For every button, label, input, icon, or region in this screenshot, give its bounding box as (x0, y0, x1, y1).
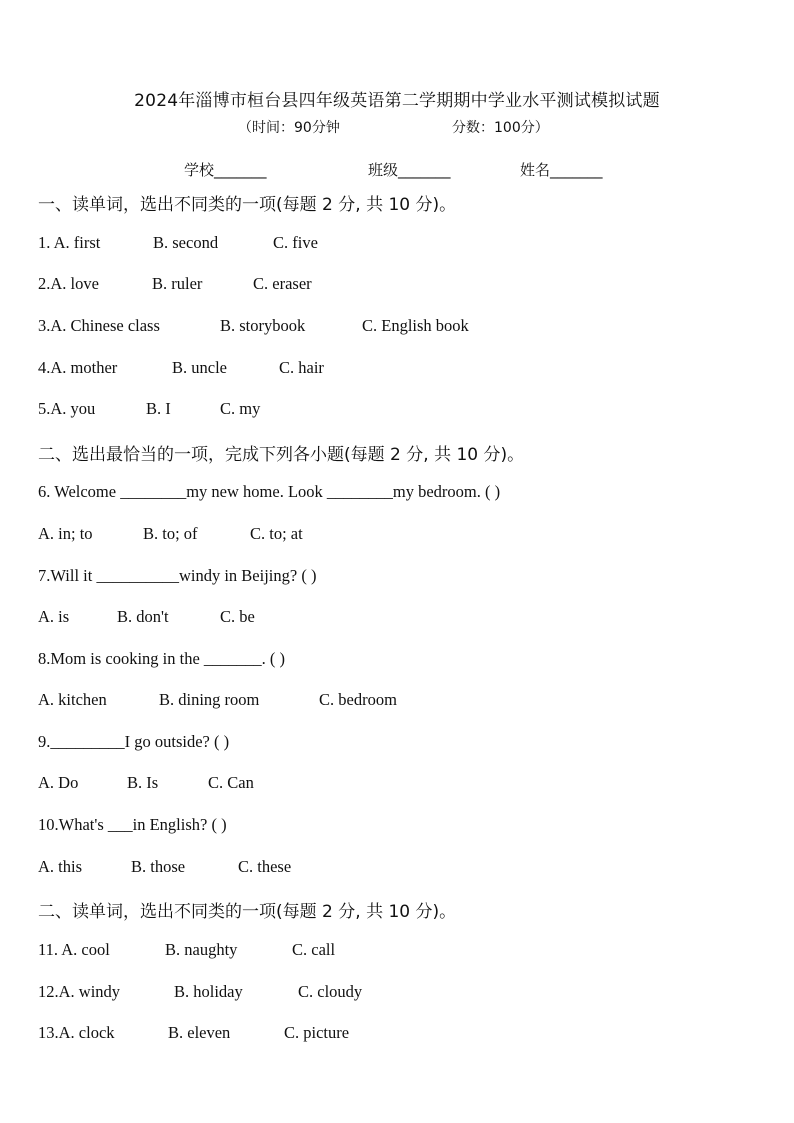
option-c: C. my (220, 399, 261, 418)
option-b: B. dining room (159, 690, 260, 709)
option-c: C. cloudy (298, 982, 363, 1001)
option-c: C. these (238, 857, 292, 876)
option-b: B. uncle (172, 358, 227, 377)
option-c: C. call (292, 940, 336, 959)
option-c: C. bedroom (319, 690, 397, 709)
page-title: 2024年淄博市桓台县四年级英语第二学期期中学业水平测试模拟试题 (134, 91, 660, 111)
exam-time: （时间：90分钟 (238, 120, 340, 136)
class-field: 班级_______ (368, 161, 451, 179)
question-7-stem: 7.Will it __________windy in Beijing? ( ) (38, 566, 317, 585)
option-a: 2.A. love (38, 274, 99, 293)
option-b: B. second (153, 233, 219, 252)
section-heading-2: 二、选出最恰当的一项，完成下列各小题(每题 2 分, 共 10 分)。 (38, 445, 525, 465)
option-a: A. is (38, 607, 70, 626)
option-a: 11. A. cool (38, 940, 110, 959)
option-b: B. storybook (220, 316, 306, 335)
option-a: 5.A. you (38, 399, 96, 418)
section-heading-3: 二、读单词，选出不同类的一项(每题 2 分, 共 10 分)。 (38, 902, 457, 922)
school-field: 学校_______ (184, 161, 267, 179)
option-a: 13.A. clock (38, 1023, 115, 1042)
exam-score: 分数：100分） (452, 120, 549, 136)
question-6-stem: 6. Welcome ________my new home. Look ________my bedroom. ( ) (38, 482, 501, 501)
option-c: C. to; at (250, 524, 303, 543)
option-c: C. hair (279, 358, 324, 377)
option-b: B. those (131, 857, 186, 876)
option-c: C. Can (208, 773, 254, 792)
name-field: 姓名_______ (520, 161, 603, 179)
option-a: A. Do (38, 773, 79, 792)
option-b: B. eleven (168, 1023, 231, 1042)
option-c: C. five (273, 233, 318, 252)
option-c: C. be (220, 607, 255, 626)
option-b: B. naughty (165, 940, 238, 959)
option-c: C. English book (362, 316, 469, 335)
option-a: 1. A. first (38, 233, 101, 252)
option-b: B. to; of (143, 524, 198, 543)
option-a: A. kitchen (38, 690, 107, 709)
option-a: 12.A. windy (38, 982, 121, 1001)
option-b: B. holiday (174, 982, 243, 1001)
question-8-stem: 8.Mom is cooking in the _______. ( ) (38, 649, 286, 668)
option-c: C. picture (284, 1023, 350, 1042)
option-b: B. I (146, 399, 171, 418)
option-a: A. in; to (38, 524, 93, 543)
section-heading-1: 一、读单词，选出不同类的一项(每题 2 分, 共 10 分)。 (38, 195, 457, 215)
question-9-stem: 9._________I go outside? ( ) (38, 732, 230, 751)
question-10-stem: 10.What's ___in English? ( ) (38, 815, 227, 834)
option-b: B. don't (117, 607, 169, 626)
option-a: 3.A. Chinese class (38, 316, 160, 335)
option-b: B. ruler (152, 274, 203, 293)
option-b: B. Is (127, 773, 159, 792)
option-a: 4.A. mother (38, 358, 118, 377)
option-a: A. this (38, 857, 83, 876)
option-c: C. eraser (253, 274, 312, 293)
